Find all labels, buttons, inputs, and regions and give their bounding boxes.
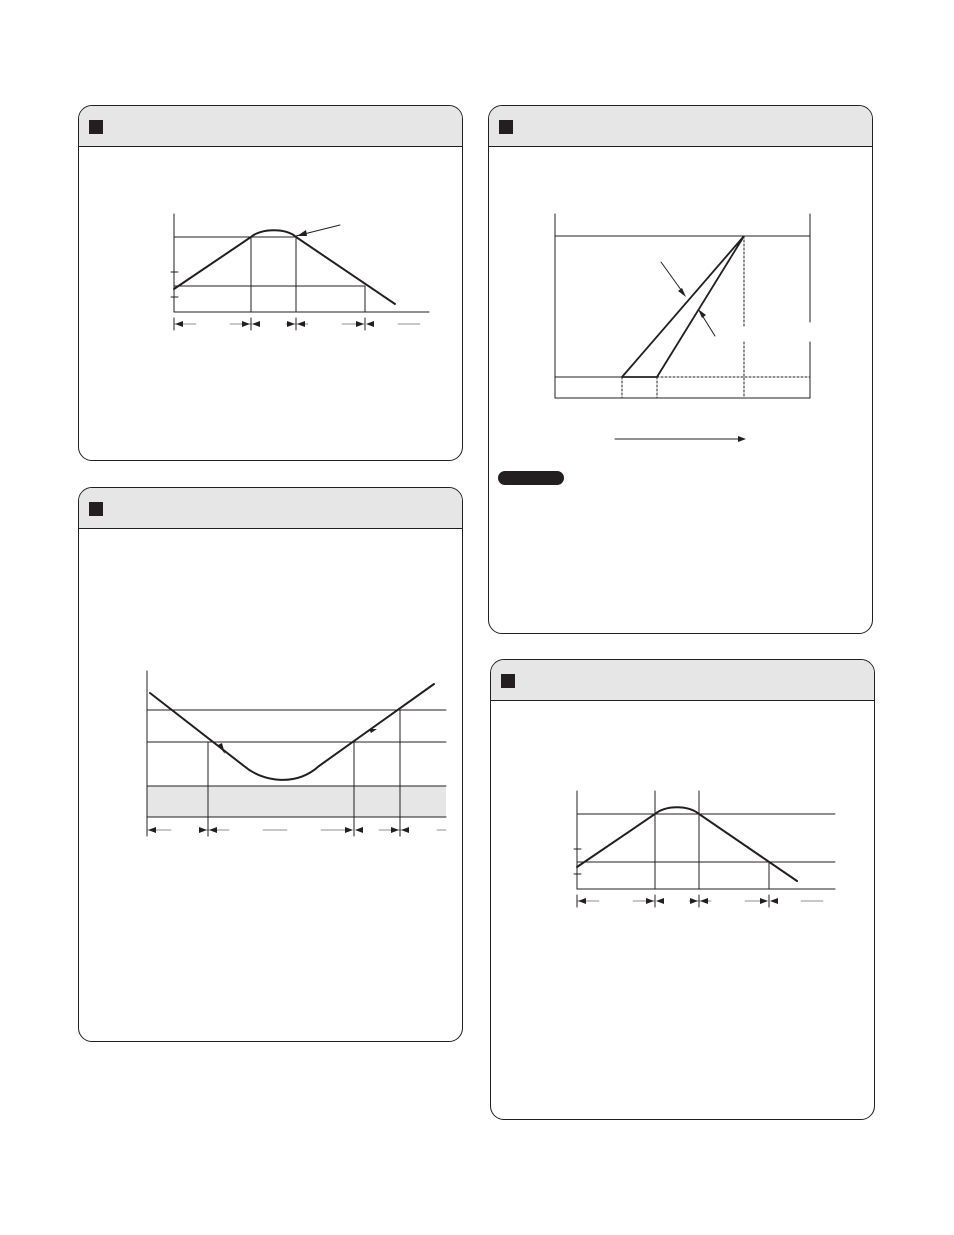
panel-header — [489, 106, 872, 147]
panel-body — [79, 528, 462, 1041]
direction-arrow — [218, 743, 225, 754]
panel-header — [79, 488, 462, 529]
diagram-peak-curve — [491, 700, 875, 1120]
panel-bottom-right — [490, 659, 875, 1120]
arrow-head — [242, 321, 250, 327]
arrow-head — [401, 827, 409, 833]
arrow-head — [355, 827, 363, 833]
arrow-head — [700, 898, 708, 904]
arrow-head — [366, 321, 374, 327]
diagram-ramp-triangle — [489, 146, 873, 634]
leader-arrow-head — [698, 309, 706, 318]
arrow-head — [252, 321, 260, 327]
peak-curve — [577, 807, 797, 881]
panel-top-left — [78, 105, 463, 461]
arrow-head — [199, 827, 207, 833]
peak-curve — [174, 230, 395, 304]
panel-header — [491, 660, 874, 701]
panel-body — [79, 146, 462, 460]
arrow-head — [209, 827, 217, 833]
diagram-peak-curve — [79, 146, 463, 461]
arrow-head — [287, 321, 295, 327]
arrow-head — [391, 827, 399, 833]
shaded-band — [147, 786, 446, 817]
arrow-head — [175, 321, 183, 327]
arrow-head — [770, 898, 778, 904]
direction-arrow — [369, 729, 377, 733]
arrow-head — [760, 898, 768, 904]
arrow-head — [148, 827, 156, 833]
panel-body — [489, 146, 872, 633]
diagram-valley-curve — [79, 528, 463, 1042]
arrow-head — [345, 827, 353, 833]
arrow-head — [690, 898, 698, 904]
ramp-triangle — [622, 236, 744, 377]
arrow-head — [656, 898, 664, 904]
valley-curve — [150, 684, 434, 780]
black-square-icon — [501, 674, 515, 688]
leader-arrow-head — [297, 230, 307, 236]
arrow-head — [578, 898, 586, 904]
black-square-icon — [89, 502, 103, 516]
leader-arrow-head — [678, 288, 686, 297]
panel-top-right — [488, 105, 873, 634]
black-pill-icon — [498, 471, 564, 485]
arrow-head — [356, 321, 364, 327]
direction-arrow-head — [738, 436, 746, 442]
panel-header — [79, 106, 462, 147]
black-square-icon — [499, 120, 513, 134]
panel-body — [491, 700, 874, 1119]
panel-bottom-left — [78, 487, 463, 1042]
arrow-head — [297, 321, 305, 327]
black-square-icon — [89, 120, 103, 134]
arrow-head — [646, 898, 654, 904]
